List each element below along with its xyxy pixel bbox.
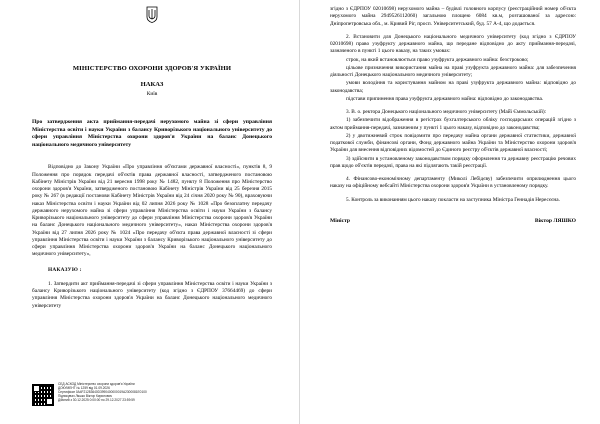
item-1-paragraph: 1. Затвердити акт приймання-передачі зі сфери управління Міністерства освіти і науки України з балансу Криворізького національного університету (код згідно з ЄДРПОУ 37664469) до сфери управління Міністерства охорони здоров'я України на баланс Донецького національного медичного університету: [32, 280, 272, 309]
stamp-line: СЕД АСКОД Міністерство охорони здоров'я України: [58, 382, 135, 386]
order-title: НАКАЗ: [140, 81, 164, 88]
item-2-paragraph: 2. Встановити для Донецького національного медичного університету (код згідно з ЄДРПОУ 02010698) право узуфрукту державного майна, що передане відповідно до акту приймання-передачі, зазначеного в пункті 1 цього наказу, на таких умовах:: [330, 33, 576, 55]
usufruct-condition: строк, на який встановлюється право узуфрукта державного майна: безстроково;: [346, 56, 529, 63]
item-4-paragraph: 4. Фінансово-економічному департаменту (Миколі Лебідєву) забезпечити оприлюднення цього наказу на офіційному вебсайті Міністерства охорони здоров'я України в установленому порядку.: [330, 176, 576, 190]
signer-name: Віктор ЛЯШКО: [534, 217, 576, 224]
preamble-paragraph: Відповідно до Закону України «Про управління об'єктами державної власності», пунктів 8, 9 Положення про порядок передачі об'єктів права державної власності, затвердженого постановою Кабінету Міністрів України від 21 вересня 1998 року № 1482, пункту 8 Положення про Міністерство охорони здоров'я України, затвердженого постановою Кабінету Міністрів України від 25 березня 2015 року № 267 (в редакції постанови Кабінету Міністрів України від 24 січня 2020 року № 90), враховуючи наказ Міністерства освіти і науки України від 02 липня 2026 року № 1028 «Про безоплатну передачу державного нерухомого майна зі сфери управління Міністерства освіти і науки України з балансу Криворізького національного університету до сфери управління Міністерства охорони здоров'я України на баланс Донецького національного медичного університету», наказ Міністерства охорони здоров'я України від 27 липня 2026 року № 1024 «Про передачу об'єкта права державної власності зі сфери управління Міністерства освіти і науки України з балансу Криворізького національного університету до сфери управління Міністерства охорони здоров'я України на баланс Донецького національного медичного університету»,: [32, 164, 272, 258]
ministry-name: МІНІСТЕРСТВО ОХОРОНИ ЗДОРОВ'Я УКРАЇНИ: [72, 65, 232, 72]
item-3-subitem: 1) забезпечити відображення в регістрах бухгалтерського обліку господарських операцій згідно з актом приймання-передачі, зазначеним у пункті 1 цього наказу, відповідно до законодавства;: [330, 117, 576, 131]
trident-emblem-icon: [146, 6, 158, 23]
signature-row: [330, 218, 576, 224]
usufruct-condition: підстави припинення права узуфрукта державного майна: відповідно до законодавства.: [346, 95, 544, 102]
item-3-subitem: 3) здійснити в установленому законодавством порядку оформлення та державну реєстрацію речових прав щодо об'єктів передачі, права на які підлягають такій реєстрації.: [330, 155, 576, 169]
stamp-line: Сертифікат 0A4F21283640D3990400000019A2300081E0100: [58, 390, 147, 395]
stamp-line: ДОКУМЕНТ № 1259 від 01.09.2026: [58, 386, 110, 391]
signer-title: Міністр: [330, 217, 351, 224]
item-3-paragraph: 3. В. о. ректора Донецького національного медичного університету (Майї Єммольській):: [346, 109, 547, 115]
order-subject: Про затвердження акта приймання-передачі нерухомого майна зі сфери управління Міністерства освіти і науки України з балансу Криворізького національного університету до сфери управління Міністерства охорони здоров'я України на баланс Донецького національного медичного університету: [32, 119, 272, 148]
stamp-line: Підписувач Ляшко Віктор Кирилович: [58, 394, 113, 399]
qr-code-icon: [32, 384, 54, 406]
page-2: [300, 0, 600, 424]
usufruct-condition: умови володіння та користування майном на праві узуфрукта державного майна: відповідно до законодавства;: [330, 80, 576, 94]
nakazuyu-heading: НАКАЗУЮ :: [48, 266, 82, 273]
usufruct-condition: цільове призначення використання майна на праві узуфрукта державного майна: для забезпечення діяльності Донецького національного медичного університету;: [330, 64, 576, 78]
electronic-signature-stamp: [32, 382, 282, 420]
stamp-line: Дійсний з 30.12.2025 0:00:00 по 29.12.2027 23:59:59: [58, 398, 135, 403]
order-city: Київ: [146, 91, 158, 97]
item-1-continuation: згідно з ЄДРПОУ 02010698) нерухомого майна – будівлі головного корпусу (реєстраційний номер об'єкта нерухомого майна 2949526112060) загальною площею 6084 кв.м, розташованої за адресою: Дніпропетровська обл., м. Кривий Ріг, просп. Університетський, буд. 57 А-4, що додається.: [330, 6, 576, 27]
stamp-lines: [58, 382, 147, 402]
item-5-paragraph: 5. Контроль за виконанням цього наказу покласти на заступника Міністра Геннадія Нересєєна.: [346, 196, 560, 203]
item-3-subitem: 2) у двотижневий строк повідомити про передачу майна органи державної статистики, державної податкової служби, фінансові органи, Фонд державного майна України та Міністерство охорони здоров'я України для внесення відповідних відомостей до Єдиного реєстру об'єктів державної власності;: [330, 132, 576, 154]
